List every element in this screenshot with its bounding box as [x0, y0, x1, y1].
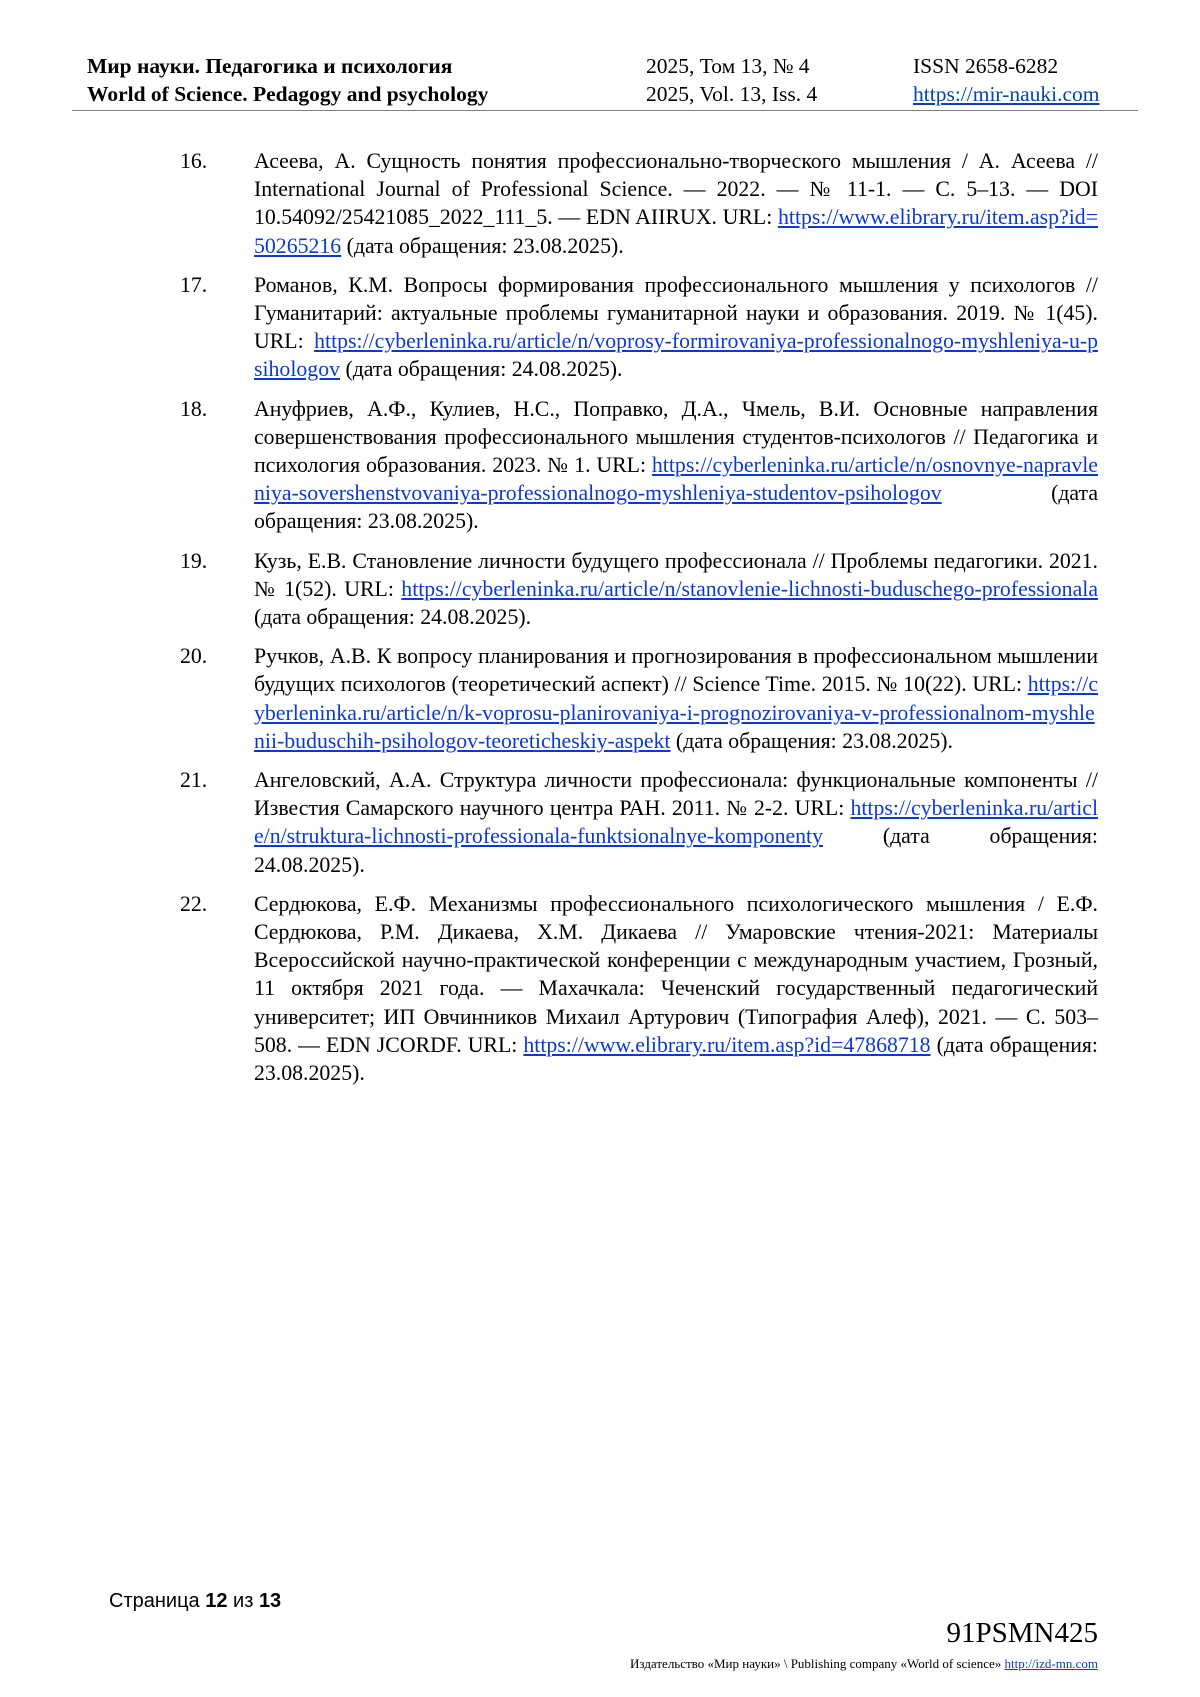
reference-url-link[interactable]: https://cyberleninka.ru/article/n/struktura-lichnosti-professionala-funktsionalnye-komponenty — [254, 796, 1098, 849]
reference-access-date: (дата обращения: 24.08.2025). — [340, 357, 623, 382]
article-code: 91PSMN425 — [946, 1617, 1098, 1649]
reference-item — [180, 547, 1098, 632]
page-total: 13 — [258, 1590, 282, 1612]
reference-number: 21. — [180, 768, 208, 793]
reference-access-date: (дата обращения: 23.08.2025). — [341, 233, 624, 258]
reference-url-link[interactable]: https://cyberleninka.ru/article/n/k-voprosu-planirovaniya-i-prognozirovaniya-v-professionalnom-myshlenii-buduschih-psihologov-teoreticheskiy-aspekt — [254, 672, 1098, 753]
publisher-text: Издательство «Мир науки» \ Publishing company «World of science» — [630, 1656, 1005, 1671]
page-prefix: Страница — [109, 1590, 200, 1612]
issue-en: 2025, Vol. 13, Iss. 4 — [646, 82, 818, 106]
page-current: 12 — [205, 1590, 228, 1612]
reference-item — [180, 271, 1098, 384]
reference-number: 17. — [180, 272, 208, 297]
reference-text: Ануфриев, А.Ф., Кулиев, Н.С., Поправко, Д.А., Чмель, В.И. Основные направления совершенствования профессионального мышления студентов-психологов // Педагогика и психология образования. 2023. № 1. URL: — [254, 396, 1098, 478]
reference-access-date: (дата обращения: 24.08.2025). — [254, 605, 532, 630]
reference-access-date: (дата обращения: 23.08.2025). — [670, 728, 953, 753]
reference-url-link[interactable]: https://www.elibrary.ru/item.asp?id=50265216 — [254, 205, 1098, 258]
journal-title-en: World of Science. Pedagogy and psychology — [87, 82, 489, 106]
publisher-link[interactable]: http://izd-mn.com — [1004, 1656, 1098, 1671]
reference-number: 22. — [180, 891, 208, 916]
reference-text: Романов, К.М. Вопросы формирования профессионального мышления у психологов // Гуманитарий: актуальные проблемы гуманитарной науки и образования. 2019. № 1(45). URL: — [254, 272, 1098, 354]
reference-access-date: (дата обращения: 24.08.2025). — [254, 824, 1098, 877]
reference-url-link[interactable]: https://cyberleninka.ru/article/n/stanovlenie-lichnosti-buduschego-professionala — [401, 576, 1098, 601]
reference-item — [180, 642, 1098, 755]
reference-text: Асеева, А. Сущность понятия профессионально-творческого мышления / А. Асеева // International Journal of Professional Science. — 2022. — № 11-1. — С. 5–13. — DOI 10.54092/25421085_2022_111_5. — EDN AIIRUX. URL: — [254, 149, 1098, 230]
journal-title-ru: Мир науки. Педагогика и психология — [87, 54, 453, 78]
reference-text: Кузь, Е.В. Становление личности будущего профессионала // Проблемы педагогики. 2021. № 1(52). URL: — [254, 548, 1098, 601]
reference-number: 16. — [180, 149, 208, 173]
publisher-line — [630, 1656, 1098, 1672]
issn-site — [913, 52, 1099, 108]
reference-number: 18. — [180, 396, 208, 421]
journal-site-link[interactable]: https://mir-nauki.com — [913, 82, 1100, 106]
page-sep: из — [233, 1590, 254, 1612]
issn: ISSN 2658-6282 — [913, 54, 1059, 78]
page-header — [72, 52, 1138, 111]
reference-text: Ручков, А.В. К вопросу планирования и прогнозирования в профессиональном мышлении будущих психологов (теоретический аспект) // Science Time. 2015. № 10(22). URL: — [254, 644, 1098, 697]
reference-access-date: (дата обращения: 23.08.2025). — [254, 481, 1098, 534]
journal-title — [87, 52, 488, 108]
page-number — [109, 1590, 281, 1613]
reference-list — [180, 147, 1098, 1098]
reference-url-link[interactable]: https://www.elibrary.ru/item.asp?id=47868718 — [523, 1032, 931, 1057]
issue-ru: 2025, Том 13, № 4 — [646, 54, 810, 78]
reference-item — [180, 890, 1098, 1087]
reference-text: Ангеловский, А.А. Структура личности профессионала: функциональные компоненты // Известия Самарского научного центра РАН. 2011. № 2-2. URL: — [254, 768, 1098, 821]
reference-text: Сердюкова, Е.Ф. Механизмы профессионального психологического мышления / Е.Ф. Сердюкова, Р.М. Дикаева, Х.М. Дикаева // Умаровские чтения-2021: Материалы Всероссийской научно-практической конференции с международным участием, Грозный, 11 октября 2021 года. — Махачкала: Чеченский государственный педагогический университет; ИП Овчинников Михаил Артурович (Типография Алеф), 2021. — С. 503–508. — EDN JCORDF. URL: — [254, 891, 1098, 1057]
reference-access-date: (дата обращения: 23.08.2025). — [254, 1032, 1098, 1086]
issue-info — [646, 52, 817, 108]
reference-url-link[interactable]: https://cyberleninka.ru/article/n/osnovnye-napravleniya-sovershenstvovaniya-professionalnogo-myshleniya-studentov-psihologov — [254, 453, 1098, 506]
reference-url-link[interactable]: https://cyberleninka.ru/article/n/voprosy-formirovaniya-professionalnogo-myshleniya-u-psihologov — [254, 329, 1098, 382]
reference-item — [180, 147, 1098, 260]
reference-number: 19. — [180, 548, 208, 573]
reference-item — [180, 766, 1098, 879]
reference-item — [180, 395, 1098, 536]
reference-number: 20. — [180, 644, 208, 669]
